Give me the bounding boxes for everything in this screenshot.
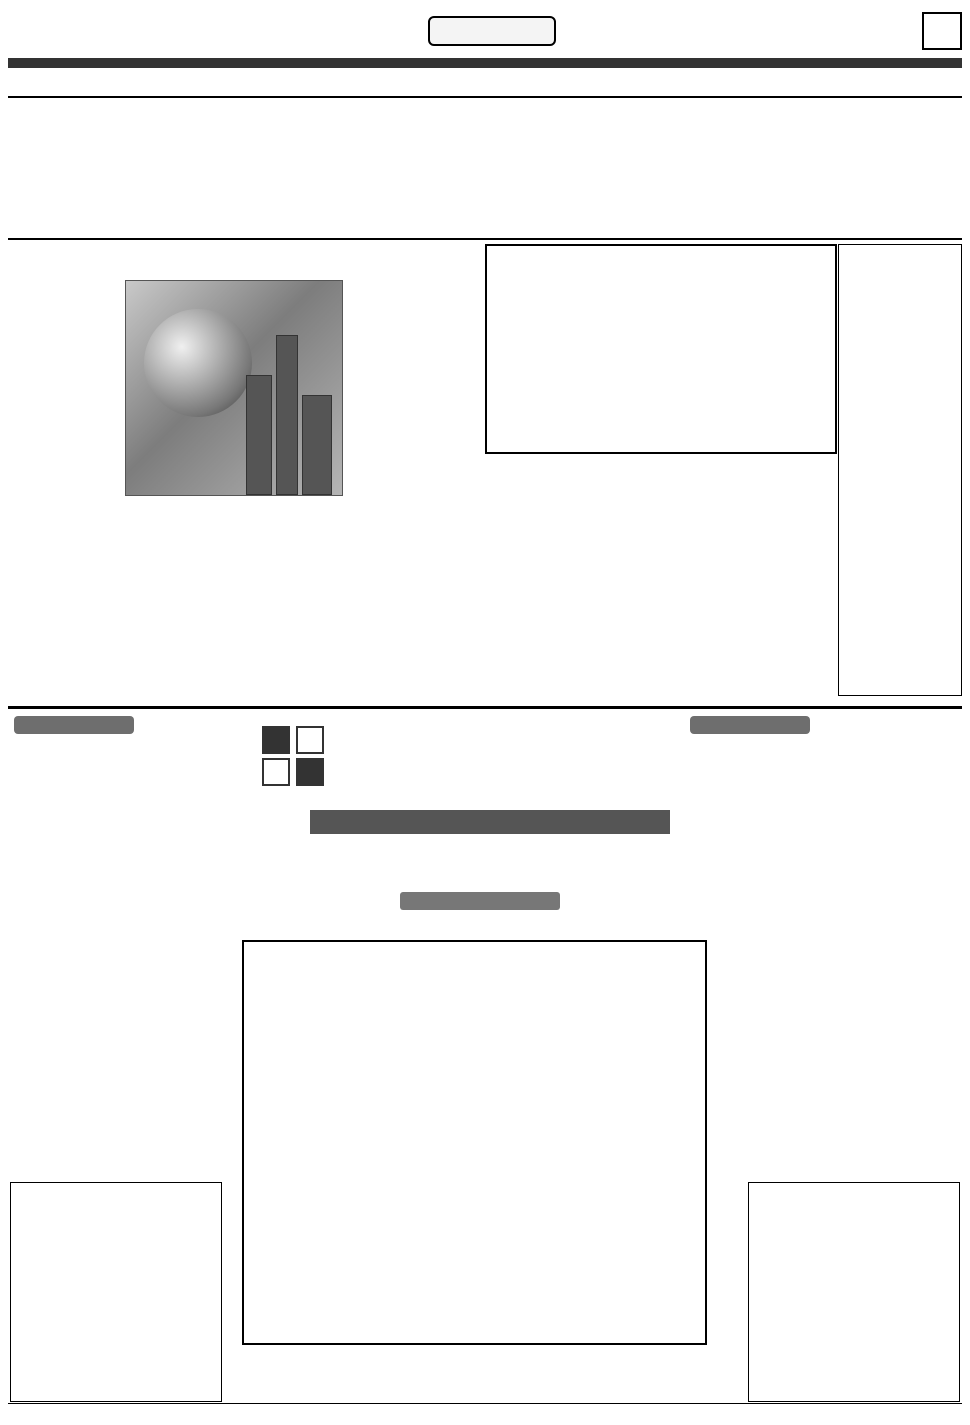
logo-tile bbox=[296, 758, 324, 786]
crossword-number bbox=[400, 892, 560, 910]
column-numbers bbox=[242, 918, 707, 938]
header-strip bbox=[8, 58, 962, 68]
miners-text bbox=[350, 280, 478, 696]
solution-grid-normal bbox=[748, 1182, 960, 1402]
miners-col-left bbox=[8, 280, 118, 696]
lead-headline bbox=[8, 70, 962, 98]
article-photo bbox=[125, 280, 343, 496]
normal-across-clues bbox=[732, 738, 962, 962]
building-graphic bbox=[246, 375, 272, 495]
miners-col-right bbox=[350, 280, 478, 696]
miners-col-bottom bbox=[125, 500, 343, 696]
solution-grid-special bbox=[10, 1182, 222, 1402]
lead-columns bbox=[8, 102, 962, 236]
sidebar-column bbox=[838, 244, 962, 696]
lead-col-2 bbox=[488, 102, 722, 236]
globe-graphic bbox=[144, 309, 252, 417]
lead-col-3 bbox=[248, 102, 482, 236]
gaza-body bbox=[485, 578, 837, 696]
logo-tile bbox=[262, 726, 290, 754]
special-across-clues bbox=[8, 738, 238, 962]
normal-down-clues bbox=[732, 968, 962, 1173]
crossword-intro bbox=[260, 822, 700, 834]
row-numbers bbox=[707, 940, 731, 1345]
hashemi-columns bbox=[485, 495, 837, 543]
section-title bbox=[428, 16, 556, 46]
hashemi-col-2 bbox=[604, 495, 717, 543]
pezeshkian-article-box bbox=[485, 244, 837, 454]
hashemi-col-3 bbox=[485, 495, 598, 543]
building-graphic bbox=[302, 395, 332, 495]
building-graphic bbox=[276, 335, 298, 495]
crossword-logo bbox=[258, 724, 328, 794]
crossword-divider bbox=[8, 706, 962, 709]
newspaper-logo bbox=[8, 8, 108, 54]
special-clues-tab[interactable] bbox=[14, 716, 134, 734]
lead-col-4 bbox=[8, 102, 242, 236]
lead-col-1 bbox=[728, 102, 962, 236]
hashemi-col-1 bbox=[724, 495, 837, 543]
masthead bbox=[8, 8, 962, 58]
logo-tile bbox=[262, 758, 290, 786]
logo-tile bbox=[296, 726, 324, 754]
special-down-clues bbox=[8, 968, 238, 1173]
miners-text bbox=[125, 500, 343, 696]
normal-clues-tab[interactable] bbox=[690, 716, 810, 734]
page-number bbox=[922, 12, 962, 50]
divider bbox=[8, 238, 962, 240]
miners-text bbox=[8, 280, 118, 696]
footer-divider bbox=[8, 1403, 962, 1404]
box-body bbox=[495, 258, 827, 386]
crossword-grid[interactable] bbox=[242, 940, 707, 1345]
